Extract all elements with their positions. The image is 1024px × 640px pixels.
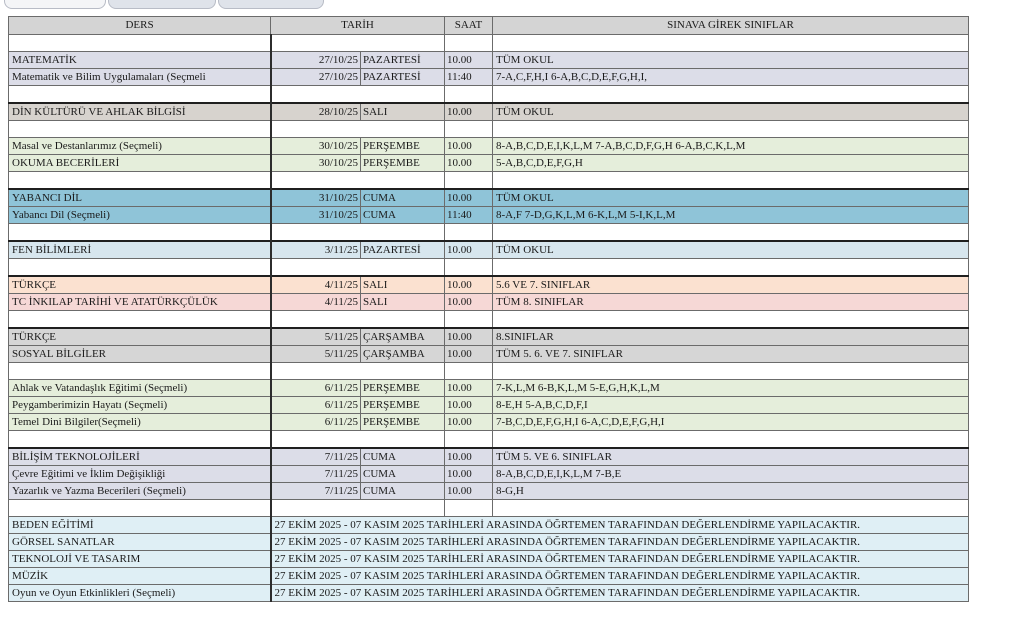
exam-classes-cell[interactable]: TÜM OKUL xyxy=(493,52,969,69)
sheet-tab-strip xyxy=(0,0,1024,8)
exam-row xyxy=(9,466,969,483)
header-ders: DERS xyxy=(9,17,271,35)
course-name-cell[interactable]: Oyun ve Oyun Etkinlikleri (Seçmeli) xyxy=(9,585,271,602)
exam-time-cell[interactable]: 10.00 xyxy=(445,52,493,69)
exam-date-cell[interactable]: 30/10/25 xyxy=(271,155,361,172)
exam-row xyxy=(9,483,969,500)
spacer-row xyxy=(9,86,969,104)
empty-cell[interactable] xyxy=(271,35,445,52)
exam-classes-cell[interactable]: 8-A,B,C,D,E,I,K,L,M 7-B,E xyxy=(493,466,969,483)
exam-row xyxy=(9,103,969,121)
spacer-row xyxy=(9,500,969,517)
empty-cell[interactable] xyxy=(445,363,493,380)
empty-cell[interactable] xyxy=(445,35,493,52)
empty-cell[interactable] xyxy=(493,121,969,138)
evaluation-note-cell[interactable]: 27 EKİM 2025 - 07 KASIM 2025 TARİHLERİ ARASINDA ÖĞRTEMEN TARAFINDAN DEĞERLENDİRME YAPILACAKTIR. xyxy=(271,534,969,551)
exam-classes-cell[interactable]: 8-A,B,C,D,E,I,K,L,M 7-A,B,C,D,F,G,H 6-A,B,C,K,L,M xyxy=(493,138,969,155)
empty-cell[interactable] xyxy=(445,172,493,190)
exam-date-cell[interactable]: 27/10/25 xyxy=(271,52,361,69)
course-name-cell[interactable]: Çevre Eğitimi ve İklim Değişikliği xyxy=(9,466,271,483)
empty-cell[interactable] xyxy=(271,172,445,190)
exam-date-cell[interactable]: 7/11/25 xyxy=(271,448,361,466)
empty-cell[interactable] xyxy=(9,259,271,277)
course-name-cell[interactable]: TÜRKÇE xyxy=(9,328,271,346)
exam-date-cell[interactable]: 6/11/25 xyxy=(271,380,361,397)
exam-date-cell[interactable]: 5/11/25 xyxy=(271,328,361,346)
exam-time-cell[interactable]: 10.00 xyxy=(445,346,493,363)
course-name-cell[interactable]: TEKNOLOJİ VE TASARIM xyxy=(9,551,271,568)
exam-day-cell[interactable]: CUMA xyxy=(361,448,445,466)
empty-cell[interactable] xyxy=(9,363,271,380)
exam-classes-cell[interactable]: 5.6 VE 7. SINIFLAR xyxy=(493,276,969,294)
course-name-cell[interactable]: Yazarlık ve Yazma Becerileri (Seçmeli) xyxy=(9,483,271,500)
evaluation-note-cell[interactable]: 27 EKİM 2025 - 07 KASIM 2025 TARİHLERİ ARASINDA ÖĞRTEMEN TARAFINDAN DEĞERLENDİRME YAPILACAKTIR. xyxy=(271,568,969,585)
exam-classes-cell[interactable]: TÜM 8. SINIFLAR xyxy=(493,294,969,311)
empty-cell[interactable] xyxy=(271,363,445,380)
course-name-cell[interactable]: DİN KÜLTÜRÜ VE AHLAK BİLGİSİ xyxy=(9,103,271,121)
exam-time-cell[interactable]: 10.00 xyxy=(445,397,493,414)
exam-time-cell[interactable]: 10.00 xyxy=(445,241,493,259)
exam-time-cell[interactable]: 10.00 xyxy=(445,276,493,294)
exam-row xyxy=(9,52,969,69)
empty-cell[interactable] xyxy=(445,259,493,277)
exam-date-cell[interactable]: 4/11/25 xyxy=(271,276,361,294)
empty-cell[interactable] xyxy=(493,35,969,52)
exam-day-cell[interactable]: SALI xyxy=(361,276,445,294)
course-name-cell[interactable]: FEN BİLİMLERİ xyxy=(9,241,271,259)
exam-date-cell[interactable]: 30/10/25 xyxy=(271,138,361,155)
exam-date-cell[interactable]: 27/10/25 xyxy=(271,69,361,86)
exam-row xyxy=(9,448,969,466)
exam-date-cell[interactable]: 6/11/25 xyxy=(271,414,361,431)
course-name-cell[interactable]: Yabancı Dil (Seçmeli) xyxy=(9,207,271,224)
exam-date-cell[interactable]: 31/10/25 xyxy=(271,207,361,224)
evaluation-note-cell[interactable]: 27 EKİM 2025 - 07 KASIM 2025 TARİHLERİ ARASINDA ÖĞRTEMEN TARAFINDAN DEĞERLENDİRME YAPILACAKTIR. xyxy=(271,585,969,602)
exam-time-cell[interactable]: 10.00 xyxy=(445,328,493,346)
exam-day-cell[interactable]: PAZARTESİ xyxy=(361,241,445,259)
empty-cell[interactable] xyxy=(445,311,493,329)
exam-time-cell[interactable]: 10.00 xyxy=(445,138,493,155)
exam-day-cell[interactable]: PERŞEMBE xyxy=(361,397,445,414)
exam-row xyxy=(9,207,969,224)
course-name-cell[interactable]: TC İNKILAP TARİHİ VE ATATÜRKÇÜLÜK xyxy=(9,294,271,311)
empty-cell[interactable] xyxy=(271,259,445,277)
exam-classes-cell[interactable]: 5-A,B,C,D,E,F,G,H xyxy=(493,155,969,172)
exam-date-cell[interactable]: 7/11/25 xyxy=(271,466,361,483)
course-name-cell[interactable]: SOSYAL BİLGİLER xyxy=(9,346,271,363)
exam-date-cell[interactable]: 4/11/25 xyxy=(271,294,361,311)
exam-row xyxy=(9,294,969,311)
empty-cell[interactable] xyxy=(445,500,493,517)
exam-row xyxy=(9,380,969,397)
course-name-cell[interactable]: Peygamberimizin Hayatı (Seçmeli) xyxy=(9,397,271,414)
empty-cell[interactable] xyxy=(9,311,271,329)
exam-day-cell[interactable]: PERŞEMBE xyxy=(361,155,445,172)
empty-cell[interactable] xyxy=(493,172,969,190)
spacer-row xyxy=(9,311,969,329)
exam-time-cell[interactable]: 10.00 xyxy=(445,448,493,466)
empty-cell[interactable] xyxy=(493,224,969,242)
empty-cell[interactable] xyxy=(493,311,969,329)
exam-day-cell[interactable]: PERŞEMBE xyxy=(361,138,445,155)
exam-date-cell[interactable]: 3/11/25 xyxy=(271,241,361,259)
spacer-row xyxy=(9,35,969,52)
exam-time-cell[interactable]: 11:40 xyxy=(445,207,493,224)
empty-cell[interactable] xyxy=(445,431,493,449)
exam-row xyxy=(9,138,969,155)
exam-classes-cell[interactable]: TÜM OKUL xyxy=(493,189,969,207)
exam-day-cell[interactable]: CUMA xyxy=(361,207,445,224)
header-siniflar: SINAVA GİREK SINIFLAR xyxy=(493,17,969,35)
exam-time-cell[interactable]: 10.00 xyxy=(445,103,493,121)
empty-cell[interactable] xyxy=(9,172,271,190)
empty-cell[interactable] xyxy=(9,35,271,52)
exam-time-cell[interactable]: 10.00 xyxy=(445,414,493,431)
empty-cell[interactable] xyxy=(9,224,271,242)
empty-cell[interactable] xyxy=(445,86,493,104)
exam-date-cell[interactable]: 5/11/25 xyxy=(271,346,361,363)
evaluation-note-cell[interactable]: 27 EKİM 2025 - 07 KASIM 2025 TARİHLERİ ARASINDA ÖĞRTEMEN TARAFINDAN DEĞERLENDİRME YAPILACAKTIR. xyxy=(271,551,969,568)
exam-classes-cell[interactable]: 8-A,F 7-D,G,K,L,M 6-K,L,M 5-I,K,L,M xyxy=(493,207,969,224)
empty-cell[interactable] xyxy=(493,431,969,449)
exam-row xyxy=(9,241,969,259)
empty-cell[interactable] xyxy=(271,86,445,104)
exam-row xyxy=(9,155,969,172)
spacer-row xyxy=(9,121,969,138)
empty-cell[interactable] xyxy=(445,224,493,242)
spacer-row xyxy=(9,172,969,190)
exam-day-cell[interactable]: PERŞEMBE xyxy=(361,380,445,397)
exam-day-cell[interactable]: SALI xyxy=(361,103,445,121)
empty-cell[interactable] xyxy=(271,431,445,449)
evaluation-note-cell[interactable]: 27 EKİM 2025 - 07 KASIM 2025 TARİHLERİ ARASINDA ÖĞRTEMEN TARAFINDAN DEĞERLENDİRME YAPILACAKTIR. xyxy=(271,517,969,534)
course-name-cell[interactable]: TÜRKÇE xyxy=(9,276,271,294)
empty-cell[interactable] xyxy=(271,224,445,242)
course-name-cell[interactable]: BEDEN EĞİTİMİ xyxy=(9,517,271,534)
exam-day-cell[interactable]: PAZARTESİ xyxy=(361,69,445,86)
exam-time-cell[interactable]: 10.00 xyxy=(445,466,493,483)
exam-day-cell[interactable]: CUMA xyxy=(361,189,445,207)
exam-day-cell[interactable]: ÇARŞAMBA xyxy=(361,346,445,363)
empty-cell[interactable] xyxy=(9,500,271,517)
exam-classes-cell[interactable]: 7-K,L,M 6-B,K,L,M 5-E,G,H,K,L,M xyxy=(493,380,969,397)
teacher-evaluation-row xyxy=(9,517,969,534)
exam-day-cell[interactable]: CUMA xyxy=(361,483,445,500)
exam-time-cell[interactable]: 11:40 xyxy=(445,69,493,86)
exam-time-cell[interactable]: 10.00 xyxy=(445,294,493,311)
exam-day-cell[interactable]: CUMA xyxy=(361,466,445,483)
exam-classes-cell[interactable]: 7-B,C,D,E,F,G,H,I 6-A,C,D,E,F,G,H,I xyxy=(493,414,969,431)
exam-day-cell[interactable]: PAZARTESİ xyxy=(361,52,445,69)
exam-row xyxy=(9,414,969,431)
exam-date-cell[interactable]: 6/11/25 xyxy=(271,397,361,414)
course-name-cell[interactable]: Masal ve Destanlarımız (Seçmeli) xyxy=(9,138,271,155)
exam-row xyxy=(9,69,969,86)
empty-cell[interactable] xyxy=(271,311,445,329)
spacer-row xyxy=(9,363,969,380)
course-name-cell[interactable]: MATEMATİK xyxy=(9,52,271,69)
exam-date-cell[interactable]: 31/10/25 xyxy=(271,189,361,207)
exam-classes-cell[interactable]: 7-A,C,F,H,I 6-A,B,C,D,E,F,G,H,I, xyxy=(493,69,969,86)
teacher-evaluation-row xyxy=(9,551,969,568)
teacher-evaluation-row xyxy=(9,534,969,551)
exam-row xyxy=(9,276,969,294)
exam-time-cell[interactable]: 10.00 xyxy=(445,380,493,397)
exam-row xyxy=(9,189,969,207)
course-name-cell[interactable]: BİLİŞİM TEKNOLOJİLERİ xyxy=(9,448,271,466)
empty-cell[interactable] xyxy=(493,86,969,104)
exam-time-cell[interactable]: 10.00 xyxy=(445,189,493,207)
exam-time-cell[interactable]: 10.00 xyxy=(445,483,493,500)
exam-time-cell[interactable]: 10.00 xyxy=(445,155,493,172)
exam-classes-cell[interactable]: TÜM 5. 6. VE 7. SINIFLAR xyxy=(493,346,969,363)
empty-cell[interactable] xyxy=(445,121,493,138)
header-saat: SAAT xyxy=(445,17,493,35)
exam-classes-cell[interactable]: TÜM 5. VE 6. SINIFLAR xyxy=(493,448,969,466)
exam-classes-cell[interactable]: TÜM OKUL xyxy=(493,241,969,259)
empty-cell[interactable] xyxy=(271,121,445,138)
exam-date-cell[interactable]: 28/10/25 xyxy=(271,103,361,121)
teacher-evaluation-row xyxy=(9,585,969,602)
exam-day-cell[interactable]: SALI xyxy=(361,294,445,311)
spacer-row xyxy=(9,259,969,277)
exam-row xyxy=(9,328,969,346)
header-tarih: TARİH xyxy=(271,17,445,35)
empty-cell[interactable] xyxy=(9,121,271,138)
course-name-cell[interactable]: Matematik ve Bilim Uygulamaları (Seçmeli xyxy=(9,69,271,86)
course-name-cell[interactable]: YABANCI DİL xyxy=(9,189,271,207)
sheet-tab[interactable] xyxy=(218,0,324,9)
empty-cell[interactable] xyxy=(9,431,271,449)
exam-row xyxy=(9,397,969,414)
exam-row xyxy=(9,346,969,363)
course-name-cell[interactable]: Ahlak ve Vatandaşlık Eğitimi (Seçmeli) xyxy=(9,380,271,397)
exam-classes-cell[interactable]: 8.SINIFLAR xyxy=(493,328,969,346)
sheet-tab[interactable] xyxy=(108,0,216,9)
exam-day-cell[interactable]: ÇARŞAMBA xyxy=(361,328,445,346)
empty-cell[interactable] xyxy=(271,500,445,517)
exam-classes-cell[interactable]: 8-E,H 5-A,B,C,D,F,I xyxy=(493,397,969,414)
exam-classes-cell[interactable]: 8-G,H xyxy=(493,483,969,500)
spacer-row xyxy=(9,431,969,449)
empty-cell[interactable] xyxy=(493,259,969,277)
course-name-cell[interactable]: MÜZİK xyxy=(9,568,271,585)
schedule-body xyxy=(9,35,969,602)
sheet-tab-active[interactable] xyxy=(4,0,106,9)
spacer-row xyxy=(9,224,969,242)
teacher-evaluation-row xyxy=(9,568,969,585)
exam-date-cell[interactable]: 7/11/25 xyxy=(271,483,361,500)
empty-cell[interactable] xyxy=(493,363,969,380)
header-row xyxy=(9,17,969,35)
empty-cell[interactable] xyxy=(9,86,271,104)
course-name-cell[interactable]: OKUMA BECERİLERİ xyxy=(9,155,271,172)
exam-classes-cell[interactable]: TÜM OKUL xyxy=(493,103,969,121)
course-name-cell[interactable]: GÖRSEL SANATLAR xyxy=(9,534,271,551)
course-name-cell[interactable]: Temel Dini Bilgiler(Seçmeli) xyxy=(9,414,271,431)
exam-day-cell[interactable]: PERŞEMBE xyxy=(361,414,445,431)
exam-schedule-table xyxy=(8,16,969,602)
empty-cell[interactable] xyxy=(493,500,969,517)
